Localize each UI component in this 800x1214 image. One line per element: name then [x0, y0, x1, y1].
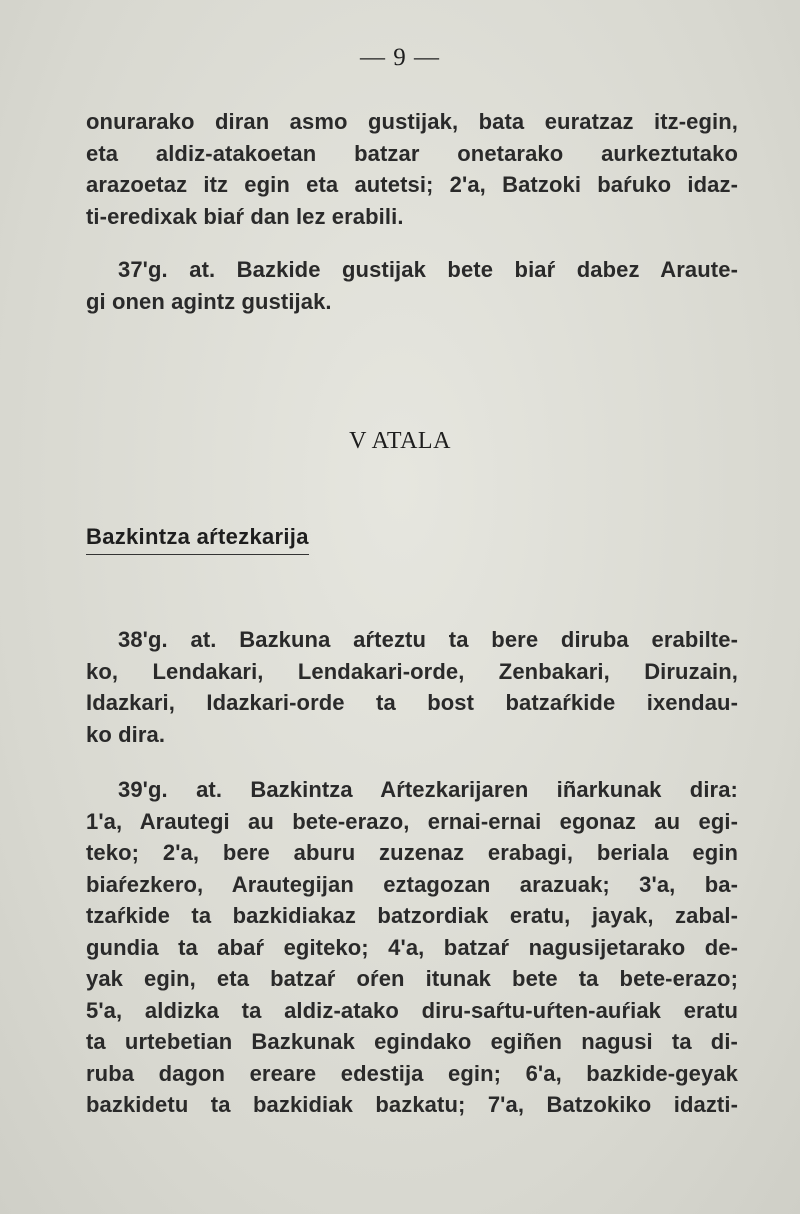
text-line: yak egin, eta batzaŕ oŕen itunak bete ta bete-erazo;	[86, 966, 738, 991]
text-line: ruba dagon ereare edestija egin; 6'a, bazkide-geyak	[86, 1060, 738, 1086]
text-line: Idazkari, Idazkari-orde ta bost batzaŕkide ixendau-	[86, 690, 738, 715]
text-line: biaŕezkero, Arautegijan eztagozan arazuak; 3'a, ba-	[86, 871, 738, 897]
text-line: tzaŕkide ta bazkidiakaz batzordiak eratu, jayak, zabal-	[86, 903, 738, 928]
text-line: teko; 2'a, bere aburu zuzenaz erabagi, beriala egin	[86, 840, 738, 865]
text-line: 38'g. at. Bazkuna aŕteztu ta bere diruba erabilte-	[118, 627, 738, 652]
text-line: 1'a, Arautegi au bete-erazo, ernai-ernai egonaz au egi-	[86, 808, 738, 834]
text-line: 5'a, aldizka ta aldiz-atako diru-saŕtu-uŕten-auŕiak eratu	[86, 997, 738, 1023]
text-line: 37'g. at. Bazkide gustijak bete biaŕ dabez Araute-	[118, 257, 738, 282]
text-line: gi onen agintz gustijak.	[86, 288, 332, 314]
text-line: ko dira.	[86, 721, 166, 747]
text-line: gundia ta abaŕ egiteko; 4'a, batzaŕ nagusijetarako de-	[86, 934, 738, 960]
page-number: — 9 —	[360, 44, 440, 71]
text-line: eta aldiz-atakoetan batzar onetarako aurkeztutako	[86, 140, 738, 166]
text-line: arazoetaz itz egin eta autetsi; 2'a, Batzoki baŕuko idaz-	[86, 172, 738, 197]
subheading: Bazkintza aŕtezkarija	[86, 524, 309, 555]
text-line: ti-eredixak biaŕ dan lez erabili.	[86, 203, 404, 229]
section-heading: V ATALA	[349, 428, 451, 454]
paragraph-continuation	[86, 106, 738, 232]
article-39	[86, 774, 738, 1121]
article-38	[86, 624, 738, 750]
text-line: 39'g. at. Bazkintza Aŕtezkarijaren iñarkunak dira:	[118, 777, 738, 802]
text-line: bazkidetu ta bazkidiak bazkatu; 7'a, Batzokiko idazti-	[86, 1092, 738, 1117]
article-37	[86, 254, 738, 317]
text-line: ko, Lendakari, Lendakari-orde, Zenbakari, Diruzain,	[86, 658, 738, 684]
text-line: ta urtebetian Bazkunak egindako egiñen nagusi ta di-	[86, 1029, 738, 1054]
text-line: onurarako diran asmo gustijak, bata euratzaz itz-egin,	[86, 109, 738, 134]
